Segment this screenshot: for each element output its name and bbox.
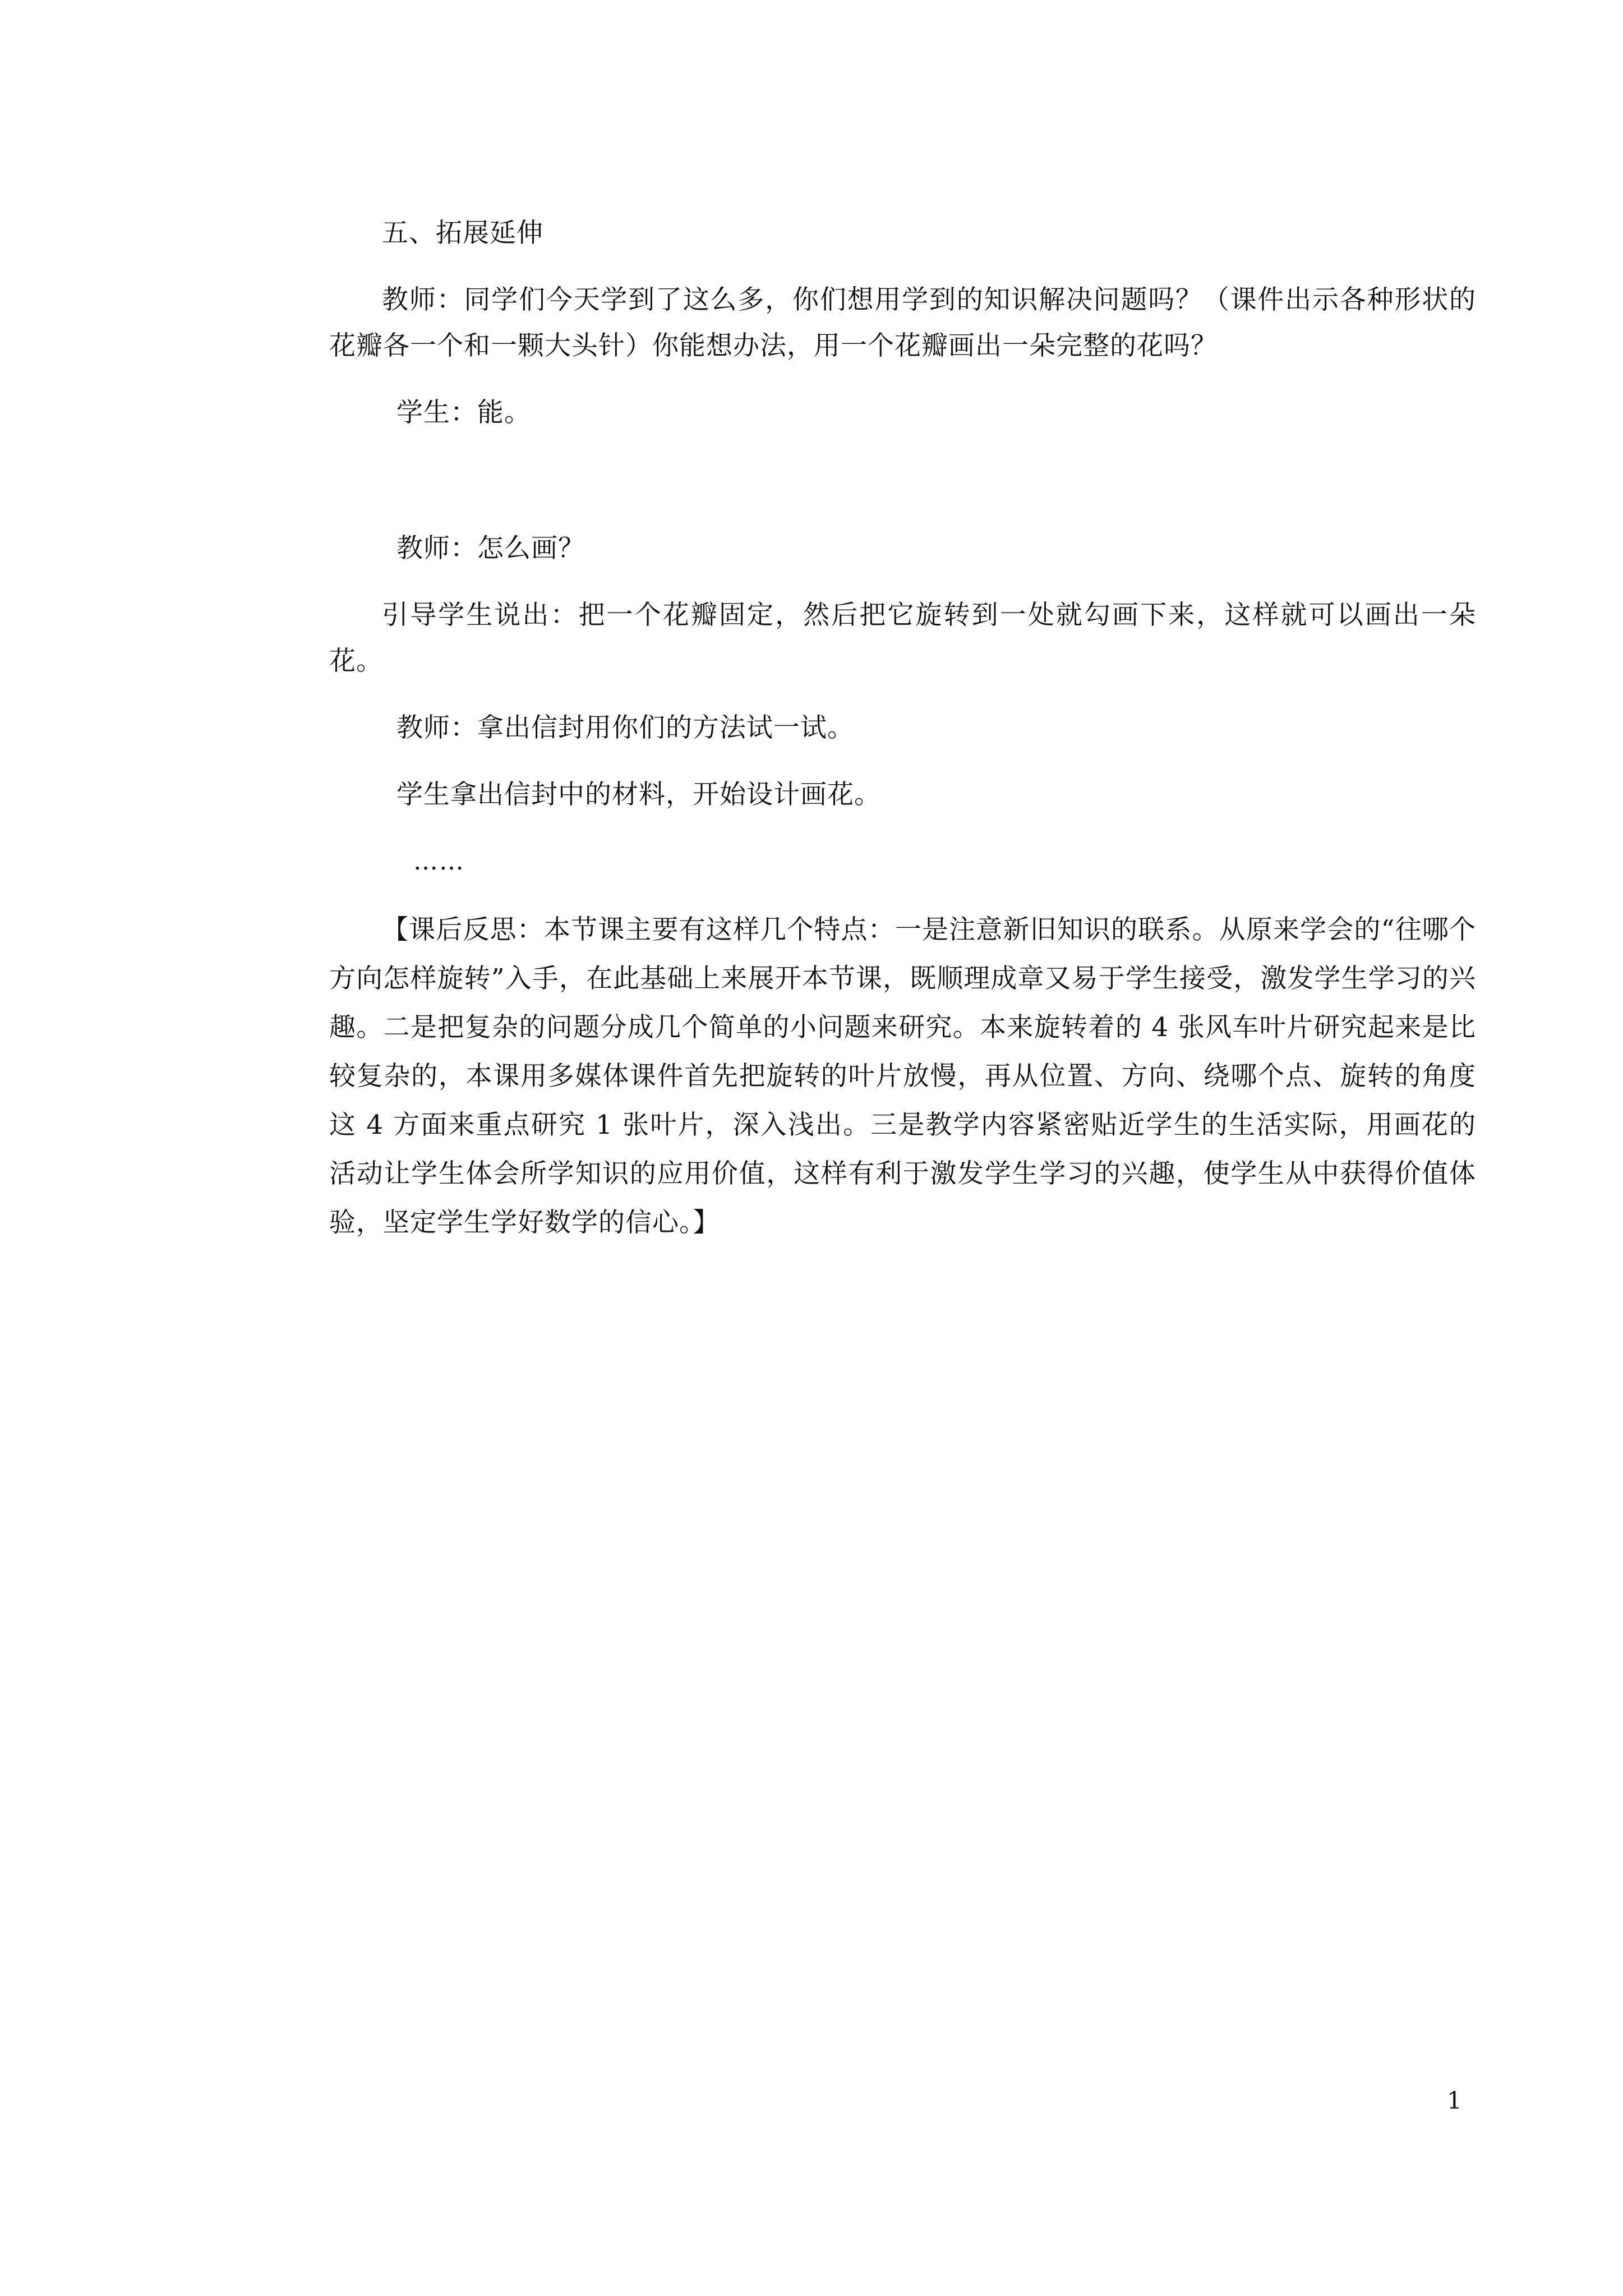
section-heading: 五、拓展延伸 (382, 218, 543, 249)
students-activity-paragraph: 学生拿出信封中的材料，开始设计画花。 (396, 779, 881, 810)
document-body (329, 210, 1476, 1247)
student-answer-paragraph: 学生：能。 (396, 397, 531, 428)
teacher-intro-paragraph: 教师：同学们今天学到了这么多，你们想用学到的知识解决问题吗？（课件出示各种形状的花瓣各一个和一颗大头针）你能想办法，用一个花瓣画出一朵完整的花吗？ (329, 284, 1476, 361)
teacher-envelope-paragraph: 教师：拿出信封用你们的方法试一试。 (396, 712, 854, 743)
guide-students-paragraph: 引导学生说出：把一个花瓣固定，然后把它旋转到一处就勾画下来，这样就可以画出一朵花。 (329, 600, 1476, 677)
page-number: 1 (1447, 2087, 1462, 2114)
lesson-reflection-paragraph: 【课后反思：本节课主要有这样几个特点：一是注意新旧知识的联系。从原来学会的“往哪个方向怎样旋转”入手，在此基础上来展开本节课，既顺理成章又易于学生接受，激发学生学习的兴趣。二是把复杂的问题分成几个简单的小问题来研究。本来旋转着的 4 张风车叶片研究起来是比较复杂的，本课用多媒体课件首先把旋转的叶片放慢，再从位置、方向、绕哪个点、旋转的角度这 4 方面来重点研究 1 张叶片，深入浅出。三是教学内容紧密贴近学生的生活实际，用画花的活动让学生体会所学知识的应用价值，这样有利于激发学生学习的兴趣，使学生从中获得价值体验，坚定学生学好数学的信心。】 (329, 914, 1476, 1238)
teacher-how-paragraph: 教师：怎么画？ (396, 533, 585, 564)
ellipsis-marker: …… (413, 847, 465, 876)
